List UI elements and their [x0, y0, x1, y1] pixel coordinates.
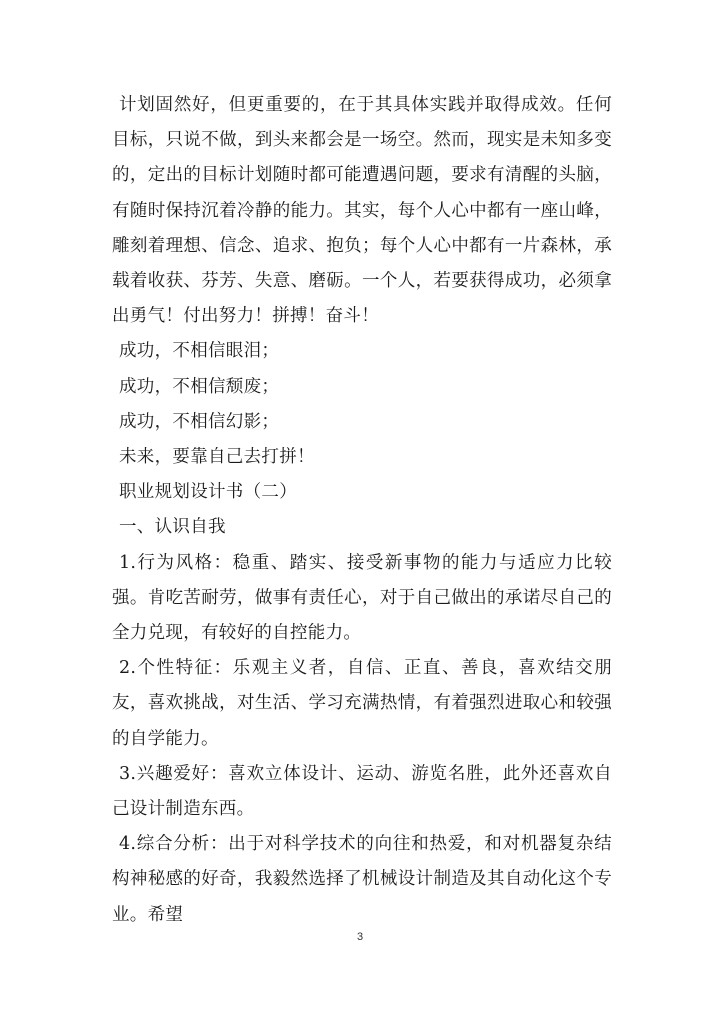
page-number: 3: [356, 931, 364, 943]
list-item-personality: 2.个性特征：乐观主义者，自信、正直、善良，喜欢结交朋友，喜欢挑战，对生活、学习充满热情，有着强烈进取心和较强的自学能力。: [112, 658, 612, 749]
paragraph-plan-practice: 计划固然好，但更重要的，在于其具体实践并取得成效。任何目标，只说不做，到头来都会是一场空。然而，现实是未知多变的，定出的目标计划随时都可能遭遇问题，要求有清醒的头脑，有随时保持沉着冷静的能力。其实，每个人心中都有一座山峰，雕刻着理想、信念、追求、抱负；每个人心中都有一片森林，承载着收获、芬芳、失意、磨砺。一个人，若要获得成功，必须拿出勇气！付出努力！拼搏！奋斗！: [112, 95, 612, 327]
document-body: [112, 88, 612, 933]
paragraph-success-illusion: 成功，不相信幻影；: [119, 411, 280, 432]
section-title: 职业规划设计书（二）: [119, 482, 297, 503]
list-item-interests: 3.兴趣爱好：喜欢立体设计、运动、游览名胜，此外还喜欢自己设计制造东西。: [112, 763, 612, 820]
list-item-analysis: 4.综合分析：出于对科学技术的向往和热爱，和对机器复杂结构神秘感的好奇，我毅然选择了机械设计制造及其自动化这个专业。希望: [112, 834, 612, 925]
paragraph-future: 未来，要靠自己去打拼！: [119, 447, 315, 468]
paragraph-success-decadence: 成功，不相信颓废；: [119, 376, 280, 397]
list-item-behavior-style: 1.行为风格：稳重、踏实、接受新事物的能力与适应力比较强。肯吃苦耐劳，做事有责任心，对于自己做出的承诺尽自己的全力兑现，有较好的自控能力。: [112, 552, 612, 644]
section-heading-self-knowledge: 一、认识自我: [119, 517, 226, 538]
paragraph-success-tears: 成功，不相信眼泪；: [119, 341, 280, 362]
